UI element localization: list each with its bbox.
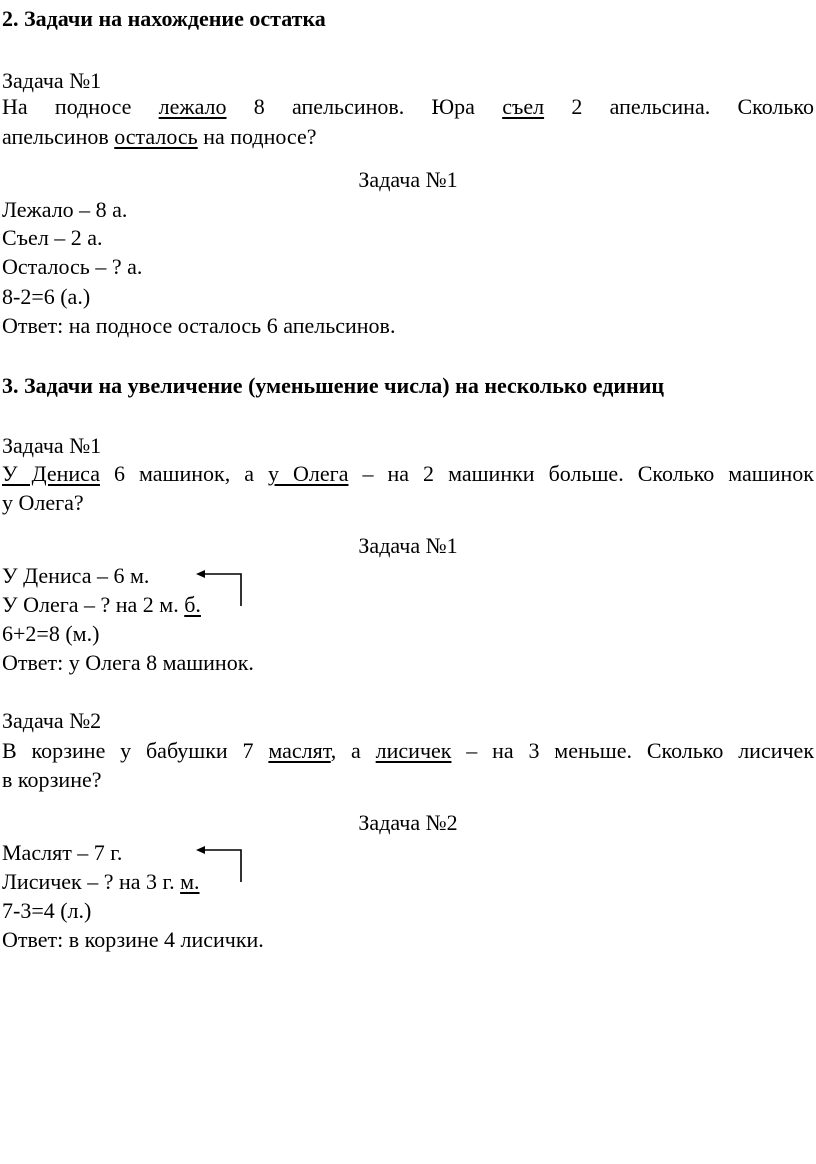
underlined-word: б. <box>184 592 201 617</box>
text-fragment: , а <box>330 738 376 763</box>
text-fragment: В корзине у бабушки 7 <box>2 738 269 763</box>
solution-line: Съел – 2 а. <box>2 225 103 250</box>
answer-line: Ответ: у Олега 8 машинок. <box>2 650 254 675</box>
solution-title: Задача №1 <box>358 533 458 558</box>
solution-title: Задача №1 <box>358 167 458 192</box>
answer-line: Ответ: в корзине 4 лисички. <box>2 927 264 952</box>
section-3-heading: 3. Задачи на увеличение (уменьшение числа) на несколько единиц <box>2 373 665 398</box>
solution-line: 7-3=4 (л.) <box>2 898 92 923</box>
solution-line <box>2 869 200 895</box>
text-fragment: 8 апельсинов. Юра <box>226 94 503 119</box>
solution-line: У Дениса – 6 м. <box>2 563 150 588</box>
text-fragment: – на 2 машинки больше. Сколько машинок <box>348 461 814 486</box>
solution-line: Маслят – 7 г. <box>2 840 123 865</box>
solution-line: 6+2=8 (м.) <box>2 621 100 646</box>
task-label: Задача №1 <box>2 433 102 458</box>
solution-line: Лежало – 8 а. <box>2 197 128 222</box>
underlined-word: лисичек <box>375 738 452 763</box>
solution-line <box>2 592 201 618</box>
text-fragment: на подносе? <box>197 124 317 149</box>
text-fragment: У Олега – ? на 2 м. <box>2 592 185 617</box>
comparison-arrow-icon <box>190 566 250 610</box>
problem-line <box>2 94 814 120</box>
text-fragment: 2 апельсина. Сколько <box>544 94 815 119</box>
text-fragment: На подносе <box>2 94 159 119</box>
problem-line <box>2 738 814 764</box>
underlined-word: маслят <box>268 738 331 763</box>
text-fragment: 6 машинок, а <box>99 461 269 486</box>
solution-line: Осталось – ? а. <box>2 254 143 279</box>
answer-line: Ответ: на подносе осталось 6 апельсинов. <box>2 313 396 338</box>
task-label: Задача №2 <box>2 708 102 733</box>
underlined-word: У Дениса <box>2 461 100 486</box>
text-fragment: Лисичек – ? на 3 г. <box>2 869 181 894</box>
problem-line <box>2 461 814 487</box>
underlined-word: м. <box>180 869 200 894</box>
solution-line: 8-2=6 (а.) <box>2 284 91 309</box>
problem-line: у Олега? <box>2 490 84 515</box>
solution-title: Задача №2 <box>358 810 458 835</box>
underlined-word: лежало <box>158 94 227 119</box>
underlined-word: съел <box>502 94 545 119</box>
problem-line: в корзине? <box>2 767 102 792</box>
section-2-heading: 2. Задачи на нахождение остатка <box>2 6 326 31</box>
task-label: Задача №1 <box>2 68 102 93</box>
problem-line <box>2 124 316 150</box>
text-fragment: – на 3 меньше. Сколько лисичек <box>451 738 815 763</box>
underlined-word: осталось <box>114 124 198 149</box>
underlined-word: у Олега <box>268 461 349 486</box>
text-fragment: апельсинов <box>2 124 115 149</box>
comparison-arrow-icon <box>190 842 250 886</box>
